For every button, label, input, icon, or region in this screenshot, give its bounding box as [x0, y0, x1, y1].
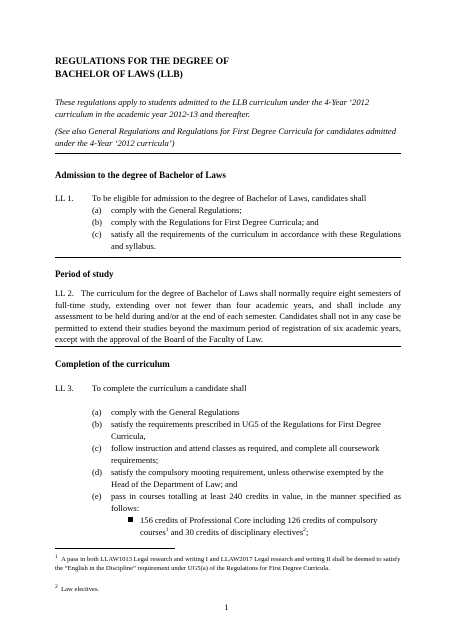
section-divider: [55, 153, 401, 154]
title-line-1: REGULATIONS FOR THE DEGREE OF: [55, 56, 229, 67]
credits-text-c: ;: [305, 526, 309, 537]
footnote-2-mark: 2: [55, 583, 58, 590]
credits-text-a: 156 credits of Professional Core including 126 credits of compulsory courses: [140, 515, 378, 537]
ll3-lead: To complete the curriculum a candidate shall: [92, 383, 247, 393]
ll3-item-d: satisfy the compulsory mooting requirement, unless otherwise exempted by the Head of the Department of Law; and: [111, 467, 384, 489]
ll1-item-c-label: (c): [92, 229, 102, 239]
period-heading: Period of study: [55, 269, 114, 279]
footnote-2-text: Law electives.: [61, 586, 100, 593]
ll2-text: The curriculum for the degree of Bachelor of Laws shall normally require eight semesters of full-time study, extending over not fewer than four academic years, and shall include any assessment to be held during and/or at the end of each semester. Candidates shall not in any case be permitted to extend their studies beyond the maximum period of registration of six academic years, except with the approval of the Board of the Faculty of Law.: [55, 288, 401, 345]
page-number: 1: [224, 602, 229, 612]
title-line-2: BACHELOR OF LAWS (LLB): [55, 68, 183, 80]
footnote-separator: [55, 548, 175, 549]
ll3-item-a-label: (a): [92, 407, 102, 417]
ll3-item-c-label: (c): [92, 443, 102, 453]
footnote-1: [55, 553, 401, 573]
ll1-number: LL 1.: [55, 193, 74, 203]
ll3-item-b: satisfy the requirements prescribed in UG5 of the Regulations for First Degree Curricula,: [111, 419, 381, 441]
completion-heading: Completion of the curriculum: [55, 359, 170, 369]
ll3-item-e: pass in courses totalling at least 240 credits in value, in the manner specified as follows:: [111, 491, 401, 513]
ll3-item-e-label: (e): [92, 491, 102, 501]
credits-bullet: [140, 515, 402, 538]
credits-text-b: and 30 credits of disciplinary electives: [168, 526, 304, 537]
section-divider: [55, 346, 401, 347]
ll1-item-a: comply with the General Regulations;: [111, 205, 242, 215]
ll2-number: LL 2.: [55, 288, 74, 298]
footnote-ref-1: 1: [165, 526, 169, 533]
bullet-marker: [128, 515, 133, 527]
ll1-item-c: satisfy all the requirements of the curriculum in accordance with these Regulations and syllabus.: [111, 229, 401, 251]
ll1-item-a-label: (a): [92, 205, 102, 215]
footnote-1-mark: 1: [55, 553, 58, 560]
ll3-number: LL 3.: [55, 383, 74, 393]
see-also-note: (See also General Regulations and Regulations for First Degree Curricula for candidates admitted under the 4-Year ‘2012 curricula’): [55, 126, 397, 148]
ll3-item-a: comply with the General Regulations: [111, 407, 240, 417]
ll1-item-b-label: (b): [92, 217, 103, 227]
ll2-paragraph: [55, 288, 401, 346]
admission-heading: Admission to the degree of Bachelor of Laws: [55, 170, 226, 180]
square-bullet-icon: [128, 517, 133, 522]
ll1-item-b: comply with the Regulations for First Degree Curricula; and: [111, 217, 319, 227]
section-divider: [55, 257, 401, 258]
ll3-item-c: follow instruction and attend classes as required, and complete all coursework requirements;: [111, 443, 380, 465]
ll3-item-b-label: (b): [92, 419, 103, 429]
footnote-ref-2: 2: [303, 526, 306, 533]
footnote-1-text: A pass in both LLAW1013 Legal research and writing I and LLAW2017 Legal research and writing II shall be deemed to satisfy the “English in the Discipline” requirement under UG5(a) of the Regulations for First Degree Curricula.: [55, 556, 401, 572]
footnote-2: [55, 583, 401, 595]
applicability-note: These regulations apply to students admitted to the LLB curriculum under the 4-Year ‘2012 curriculum in the academic year 2012-13 and thereafter.: [55, 97, 370, 119]
ll3-item-d-label: (d): [92, 467, 103, 477]
document-title: [55, 56, 395, 81]
ll1-lead: To be eligible for admission to the degree of Bachelor of Laws, candidates shall: [92, 193, 367, 203]
